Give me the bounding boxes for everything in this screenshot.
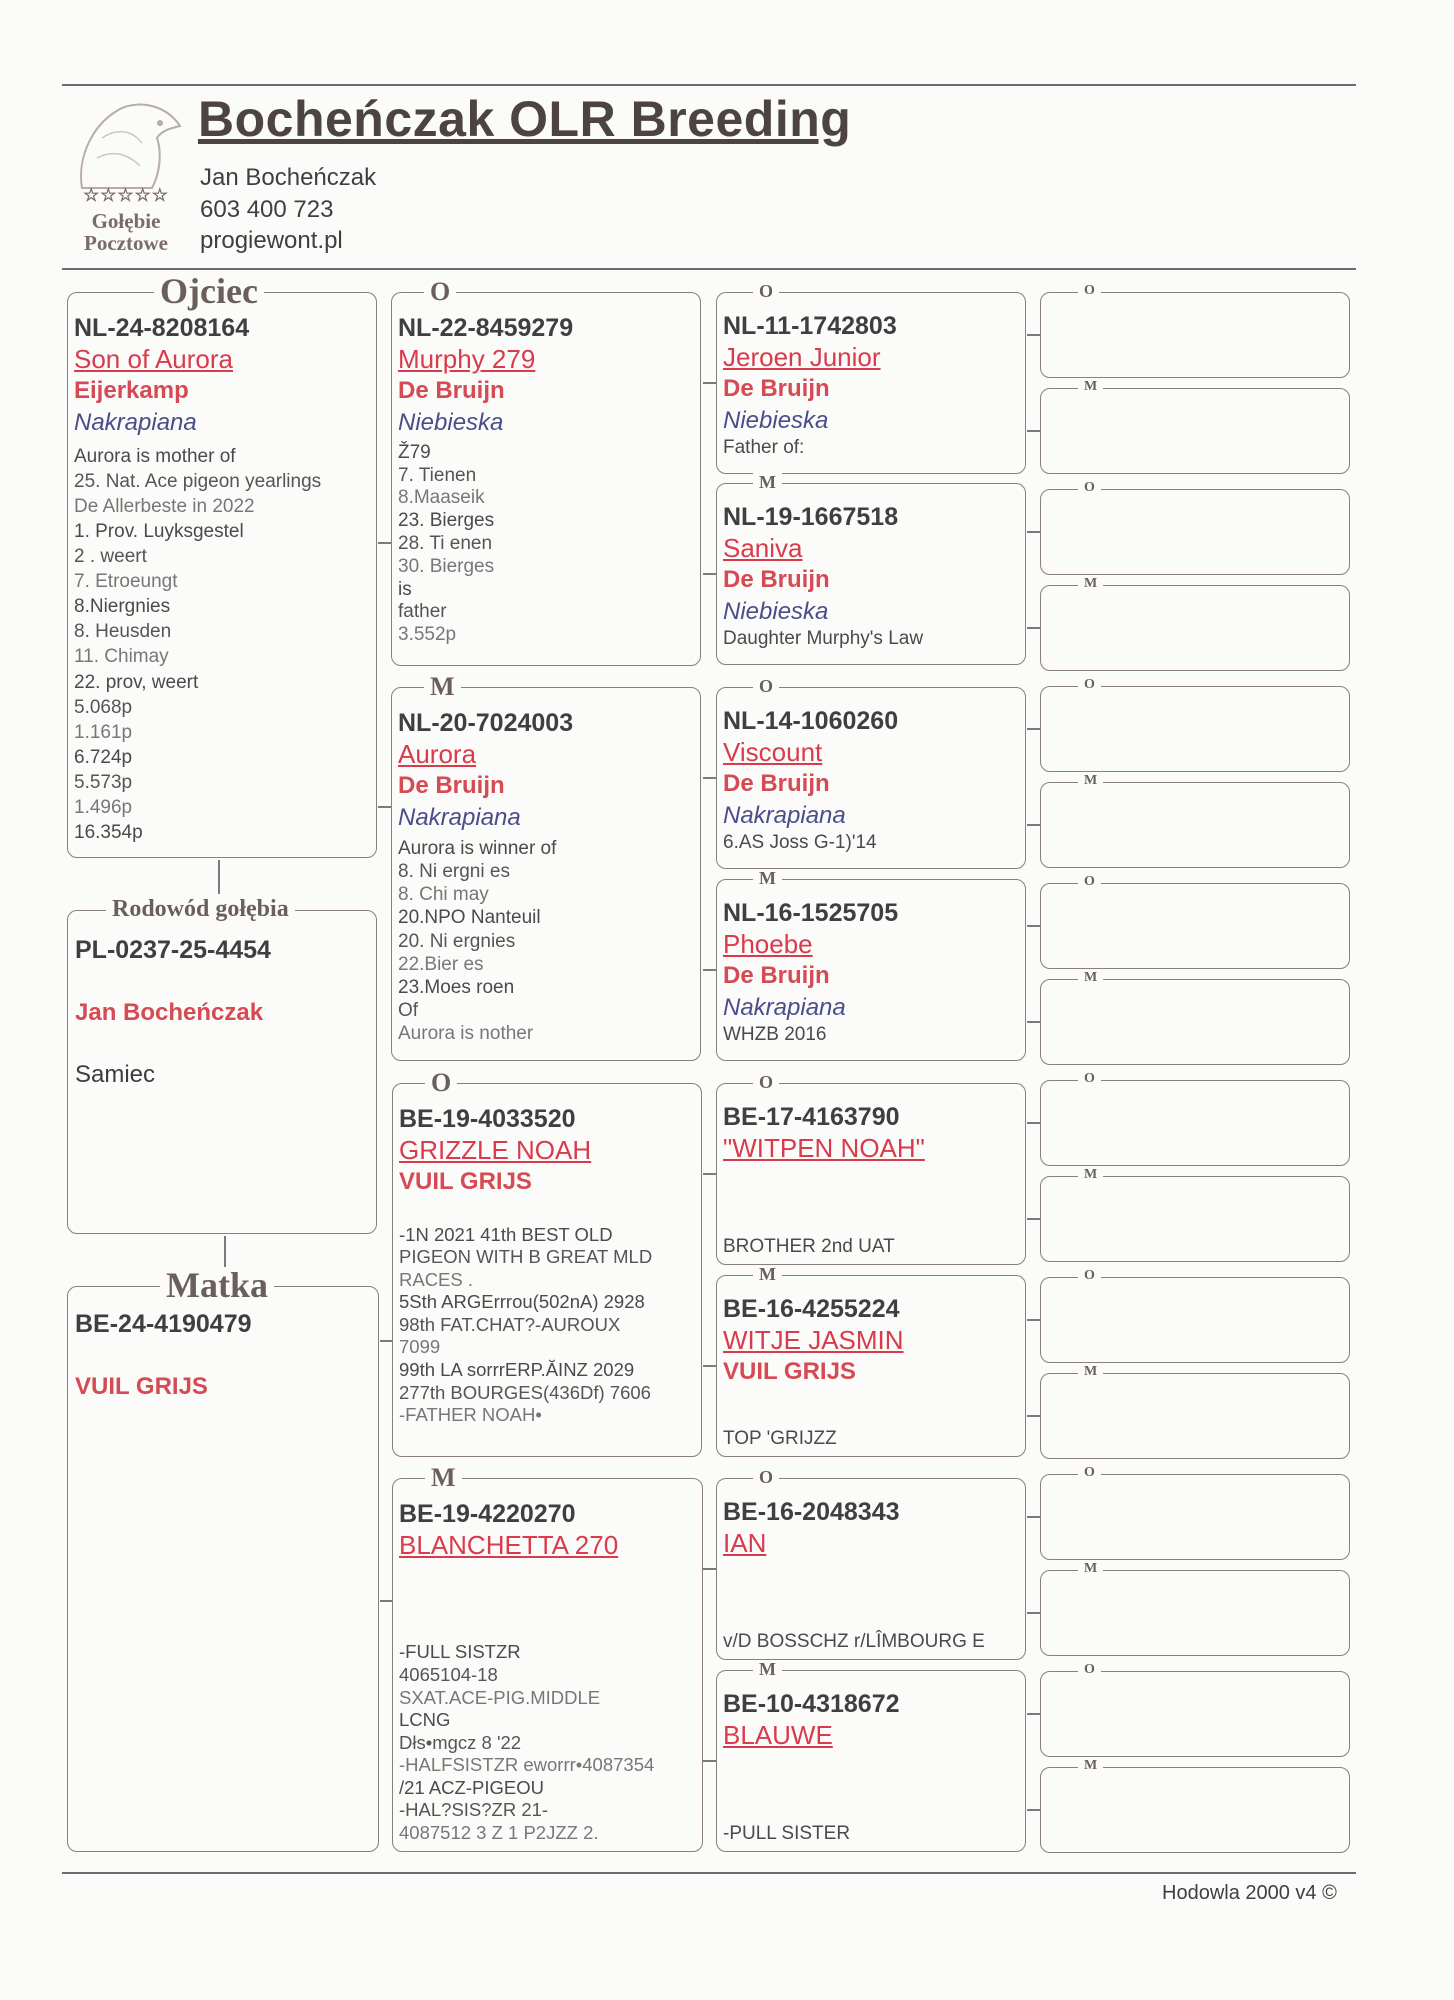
pigeon-logo-icon (62, 98, 190, 193)
gen4-card-12 (1040, 1364, 1350, 1459)
gen4-label-12: M (1078, 1365, 1103, 1379)
gen2-note: Aurora is nother (398, 1023, 534, 1045)
gen2-ring-3: BE-19-4033520 (399, 1105, 576, 1133)
gen2-name-1: Murphy 279 (398, 344, 536, 375)
gen2-breeder-3: VUIL GRIJS (399, 1168, 532, 1196)
pedigree-label: Rodowód gołębia (106, 897, 295, 921)
gen3-breeder-6: VUIL GRIJS (723, 1358, 856, 1386)
father-note: 5.068p (74, 696, 133, 718)
gen4-label-10: M (1078, 1168, 1103, 1182)
gen3-ring-2: NL-19-1667518 (723, 503, 899, 531)
gen2-note: SXAT.ACE-PIG.MIDDLE (399, 1686, 601, 1708)
connector (1027, 1516, 1040, 1518)
gen2-name-4: BLANCHETTA 270 (399, 1530, 619, 1561)
gen4-label-9: O (1078, 1072, 1101, 1086)
gen2-notes-4 (399, 1641, 699, 1844)
father-card (67, 271, 377, 858)
gen4-card-6 (1040, 773, 1350, 868)
father-note: 8.Niergnies (74, 596, 171, 618)
gen4-label-1: O (1078, 284, 1101, 298)
gen4-card-14 (1040, 1561, 1350, 1656)
gen3-note: BROTHER 2nd UAT (723, 1235, 895, 1257)
gen2-note: 4065104-18 (399, 1664, 498, 1685)
gen3-color-4: Nakrapiana (723, 993, 846, 1021)
gen3-card-4 (716, 868, 1026, 1061)
connector (1027, 627, 1040, 629)
gen2-note: Of (398, 1000, 419, 1022)
father-note: 8. Heusden (74, 621, 172, 643)
logo-stars: ☆☆☆☆☆ (83, 185, 169, 205)
logo-line1: Gołębie (91, 209, 161, 233)
gen3-label-5: O (753, 1073, 779, 1091)
gen4-card-5 (1040, 677, 1350, 772)
connector (218, 860, 220, 894)
gen3-ring-7: BE-16-2048343 (723, 1498, 900, 1526)
gen2-card-4 (392, 1463, 703, 1852)
gen3-note: -PULL SISTER (723, 1822, 851, 1844)
gen2-note: 5Sth ARGErrrou(502nA) 2928 (399, 1291, 645, 1313)
gen2-name-3: GRIZZLE NOAH (399, 1135, 592, 1166)
logo-line2: Pocztowe (84, 231, 168, 255)
father-note: 7. Etroeungt (74, 571, 178, 593)
gen2-note: 7. Tienen (398, 464, 477, 486)
connector (1027, 531, 1040, 533)
gen4-card-7 (1040, 874, 1350, 969)
footer-credit: Hodowla 2000 v4 © (1162, 1882, 1337, 1904)
gen3-card-1 (716, 281, 1026, 474)
gen4-label-3: O (1078, 481, 1101, 495)
mother-breeder: VUIL GRIJS (75, 1373, 208, 1400)
gen4-label-13: O (1078, 1466, 1101, 1480)
gen3-note: v/D BOSSCHZ r/LÎMBOURG E (723, 1630, 985, 1652)
gen2-ring-1: NL-22-8459279 (398, 314, 574, 342)
father-note: 1.496p (74, 796, 133, 818)
connector (1027, 925, 1040, 927)
gen3-ring-6: BE-16-4255224 (723, 1295, 900, 1323)
gen2-label-3: O (425, 1070, 457, 1096)
gen3-label-6: M (753, 1265, 782, 1283)
father-ring: NL-24-8208164 (74, 314, 250, 342)
gen4-card-3 (1040, 480, 1350, 575)
gen2-note: 8. Chi may (398, 884, 489, 906)
mother-label: Matka (160, 1267, 274, 1303)
gen2-note: 22.Bier es (398, 953, 484, 975)
father-note: 2 . weert (74, 546, 147, 568)
connector (703, 1365, 716, 1367)
gen3-name-8: BLAUWE (723, 1720, 833, 1751)
connector (703, 382, 716, 384)
connector (703, 969, 716, 971)
gen2-breeder-2: De Bruijn (398, 772, 505, 800)
father-note: 1.161p (74, 721, 133, 743)
gen2-note: 8. Ni ergni es (398, 860, 510, 882)
gen2-label-1: O (424, 279, 456, 305)
gen4-label-5: O (1078, 678, 1101, 692)
gen4-card-2 (1040, 379, 1350, 474)
gen3-label-2: M (753, 473, 782, 491)
father-note: 1. Prov. Luyksgestel (74, 521, 244, 543)
gen2-card-3 (392, 1068, 702, 1457)
gen2-note: 7099 (399, 1336, 441, 1358)
gen3-label-4: M (753, 869, 782, 887)
gen3-name-2: Saniva (723, 533, 803, 564)
gen2-note: -1N 2021 41th BEST OLD (399, 1223, 613, 1245)
gen2-note: 20.NPO Nanteuil (398, 907, 541, 929)
gen3-ring-5: BE-17-4163790 (723, 1103, 900, 1131)
mother-ring: BE-24-4190479 (75, 1310, 252, 1338)
gen3-card-2 (716, 472, 1026, 665)
gen3-name-6: WITJE JASMIN (723, 1325, 904, 1356)
gen2-note: 3.552p (398, 624, 457, 646)
gen3-name-1: Jeroen Junior (723, 342, 881, 373)
gen2-notes-1 (398, 442, 696, 647)
gen2-label-2: M (424, 674, 461, 700)
gen2-note: 8.Maaseik (398, 487, 485, 509)
gen4-label-7: O (1078, 875, 1101, 889)
gen3-breeder-4: De Bruijn (723, 962, 830, 990)
father-note: 25. Nat. Ace pigeon yearlings (74, 470, 322, 492)
gen3-note: WHZB 2016 (723, 1023, 827, 1045)
gen3-label-1: O (753, 282, 779, 300)
father-notes (74, 444, 370, 845)
website: progiewont.pl (200, 227, 343, 254)
father-note: 5.573p (74, 771, 133, 793)
gen4-card-11 (1040, 1268, 1350, 1363)
father-label: Ojciec (154, 273, 264, 309)
gen4-label-15: O (1078, 1663, 1101, 1677)
gen4-card-8 (1040, 970, 1350, 1065)
gen2-note: 28. Ti enen (398, 533, 493, 554)
gen2-notes-2 (398, 837, 696, 1046)
gen3-note: TOP 'GRIJZZ (723, 1427, 837, 1449)
footer-rule (62, 1872, 1356, 1874)
gen3-card-6 (716, 1264, 1026, 1457)
top-rule (62, 84, 1356, 86)
gen2-note: 99th LA sorrrERP.ĂINZ 2029 (399, 1359, 635, 1380)
gen3-color-1: Niebieska (723, 406, 829, 434)
connector (380, 1340, 392, 1342)
gen4-label-2: M (1078, 380, 1103, 394)
connector (380, 1600, 392, 1602)
subject-breeder: Jan Bocheńczak (75, 999, 264, 1026)
connector (378, 806, 391, 808)
mother-card (67, 1265, 379, 1852)
gen4-label-14: M (1078, 1562, 1103, 1576)
gen3-ring-4: NL-16-1525705 (723, 899, 899, 927)
gen2-note: 20. Ni ergnies (398, 930, 516, 952)
gen2-note: 23.Moes roen (398, 976, 515, 998)
father-note: Aurora is mother of (74, 445, 236, 467)
gen3-name-5: "WITPEN NOAH" (723, 1133, 925, 1164)
father-note: 11. Chimay (74, 646, 169, 668)
gen4-label-4: M (1078, 577, 1103, 591)
gen2-note: 23. Bierges (398, 510, 495, 532)
gen4-label-16: M (1078, 1759, 1103, 1773)
gen2-note: LCNG (399, 1709, 451, 1731)
gen2-note: /21 ACZ-PIGEOU (399, 1776, 544, 1798)
gen2-note: 277th BOURGES(436Df) 7606 (399, 1381, 651, 1403)
gen2-card-1 (391, 277, 701, 666)
gen4-card-15 (1040, 1662, 1350, 1757)
father-color: Nakrapiana (74, 408, 197, 436)
connector (1027, 1319, 1040, 1321)
gen2-note: -FATHER NOAH• (399, 1404, 542, 1426)
gen2-note: 30. Bierges (398, 555, 495, 577)
gen3-label-3: O (753, 677, 779, 695)
gen2-label-4: M (425, 1465, 462, 1491)
gen3-breeder-3: De Bruijn (723, 770, 830, 798)
connector (378, 542, 391, 544)
gen3-ring-1: NL-11-1742803 (723, 312, 897, 340)
gen4-label-11: O (1078, 1269, 1101, 1283)
father-note: De Allerbeste in 2022 (74, 495, 255, 517)
father-note: 22. prov, weert (74, 671, 199, 693)
gen2-note: Dłs•mgcz 8 '22 (399, 1731, 522, 1753)
gen2-note: -HAL?SIS?ZR 21- (399, 1799, 549, 1821)
gen2-note: Ž79 (398, 441, 431, 463)
gen2-note: RACES . (399, 1268, 474, 1290)
gen3-card-7 (716, 1467, 1026, 1660)
gen3-ring-8: BE-10-4318672 (723, 1690, 900, 1718)
father-note: 16.354p (74, 821, 143, 843)
phone-number: 603 400 723 (200, 196, 334, 223)
gen3-color-3: Nakrapiana (723, 801, 846, 829)
subject-card (67, 896, 377, 1234)
gen2-note: PIGEON WITH B GREAT MLD (399, 1246, 653, 1268)
gen3-note: 6.AS Joss G-1)'14 (723, 831, 877, 853)
gen2-ring-2: NL-20-7024003 (398, 709, 574, 737)
connector (1027, 1021, 1040, 1023)
gen3-note: Daughter Murphy's Law (723, 627, 924, 649)
header-rule (62, 268, 1356, 270)
gen3-name-3: Viscount (723, 737, 823, 768)
connector (1027, 1122, 1040, 1124)
father-note: 6.724p (74, 746, 133, 768)
gen3-name-4: Phoebe (723, 929, 813, 960)
connector (1027, 430, 1040, 432)
connector (1027, 334, 1040, 336)
connector (1027, 1612, 1040, 1614)
connector (703, 1760, 716, 1762)
gen3-color-2: Niebieska (723, 597, 829, 625)
gen3-name-7: IAN (723, 1528, 767, 1559)
gen2-notes-3 (399, 1224, 699, 1427)
father-name: Son of Aurora (74, 344, 233, 375)
gen4-card-9 (1040, 1071, 1350, 1166)
connector (703, 777, 716, 779)
gen2-card-2 (391, 672, 701, 1061)
gen2-breeder-1: De Bruijn (398, 377, 505, 405)
connector (1027, 824, 1040, 826)
page-title: Bocheńczak OLR Breeding (198, 91, 852, 147)
connector (1027, 728, 1040, 730)
subject-ring: PL-0237-25-4454 (75, 936, 271, 964)
connector (703, 573, 716, 575)
gen4-label-6: M (1078, 774, 1103, 788)
owner-name: Jan Bocheńczak (200, 164, 377, 191)
gen2-note: is (398, 578, 412, 600)
gen2-color-1: Niebieska (398, 408, 504, 436)
connector (703, 1568, 716, 1570)
gen4-card-13 (1040, 1465, 1350, 1560)
subject-sex: Samiec (75, 1061, 156, 1088)
gen2-note: Aurora is winner of (398, 837, 557, 859)
gen2-note: father (398, 601, 447, 623)
connector (1027, 1218, 1040, 1220)
gen3-note: Father of: (723, 436, 805, 458)
gen4-label-8: M (1078, 971, 1103, 985)
gen3-ring-3: NL-14-1060260 (723, 707, 899, 735)
gen4-card-1 (1040, 283, 1350, 378)
gen4-card-16 (1040, 1758, 1350, 1853)
gen2-name-2: Aurora (398, 739, 477, 770)
connector (1027, 1713, 1040, 1715)
gen4-card-4 (1040, 576, 1350, 671)
connector (1027, 1415, 1040, 1417)
logo (62, 98, 190, 258)
gen4-card-10 (1040, 1167, 1350, 1262)
connector (703, 1173, 716, 1175)
gen2-note: -HALFSISTZR eworrr•4087354 (399, 1754, 655, 1776)
gen2-note: 4087512 3 Z 1 P2JZZ 2. (399, 1821, 599, 1843)
gen2-ring-4: BE-19-4220270 (399, 1500, 576, 1528)
gen3-breeder-2: De Bruijn (723, 566, 830, 594)
gen2-color-2: Nakrapiana (398, 803, 521, 831)
connector (1027, 1809, 1040, 1811)
father-breeder: Eijerkamp (74, 377, 189, 405)
gen3-card-8 (716, 1659, 1026, 1852)
gen2-note: 98th FAT.CHAT?-AUROUX (399, 1313, 621, 1335)
gen3-label-8: M (753, 1660, 782, 1678)
gen3-label-7: O (753, 1468, 779, 1486)
gen2-note: -FULL SISTZR (399, 1641, 521, 1663)
gen3-breeder-1: De Bruijn (723, 375, 830, 403)
gen3-card-5 (716, 1072, 1026, 1265)
gen3-card-3 (716, 676, 1026, 869)
